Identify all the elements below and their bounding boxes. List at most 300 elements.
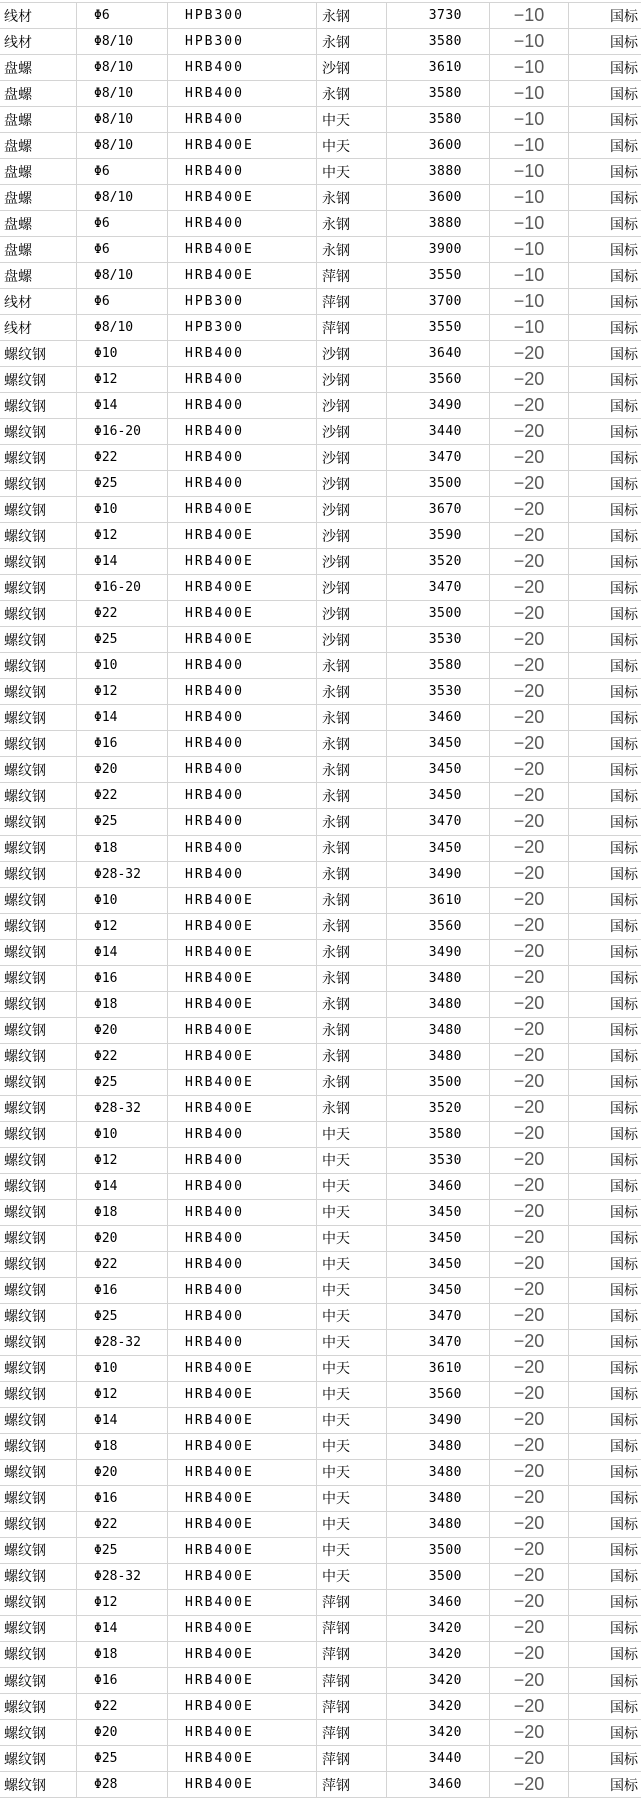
cell-standard[interactable]: 国标 [610, 424, 638, 441]
cell-grade[interactable]: HRB400E [168, 263, 317, 288]
cell-mill[interactable]: 沙钢 [317, 341, 387, 366]
cell-price[interactable]: 3440 [387, 1746, 490, 1771]
cell-spec[interactable]: Φ14 [77, 705, 168, 730]
cell-price[interactable]: 3470 [387, 809, 490, 834]
cell-price[interactable]: 3880 [387, 211, 490, 236]
cell-mill[interactable]: 萍钢 [317, 1590, 387, 1615]
cell-price[interactable]: 3480 [387, 1044, 490, 1069]
cell-standard[interactable]: 国标 [610, 1309, 638, 1326]
cell-grade[interactable]: HRB400 [168, 445, 317, 470]
cell-price[interactable]: 3580 [387, 29, 490, 54]
cell-spec[interactable]: Φ8/10 [77, 107, 168, 132]
cell-spec[interactable]: Φ28-32 [77, 1096, 168, 1121]
cell-standard[interactable]: 国标 [610, 580, 638, 597]
cell-grade[interactable]: HRB400E [168, 1434, 317, 1459]
cell-change[interactable]: −20 [490, 705, 569, 730]
cell-product[interactable]: 螺纹钢 [0, 471, 77, 496]
cell-standard[interactable]: 国标 [610, 1439, 638, 1456]
cell-grade[interactable]: HRB400E [168, 1642, 317, 1667]
cell-mill[interactable]: 萍钢 [317, 263, 387, 288]
cell-spec[interactable]: Φ6 [77, 237, 168, 262]
cell-standard[interactable]: 国标 [610, 1491, 638, 1508]
cell-price[interactable]: 3480 [387, 966, 490, 991]
cell-standard[interactable]: 国标 [610, 1335, 638, 1352]
cell-change[interactable]: −20 [490, 1720, 569, 1745]
cell-standard[interactable]: 国标 [610, 112, 638, 129]
cell-price[interactable]: 3560 [387, 914, 490, 939]
cell-grade[interactable]: HRB400 [168, 419, 317, 444]
cell-mill[interactable]: 永钢 [317, 914, 387, 939]
cell-spec[interactable]: Φ14 [77, 940, 168, 965]
cell-grade[interactable]: HRB400E [168, 1486, 317, 1511]
cell-change[interactable]: −20 [490, 1044, 569, 1069]
cell-spec[interactable]: Φ18 [77, 1200, 168, 1225]
cell-mill[interactable]: 中天 [317, 1148, 387, 1173]
cell-product[interactable]: 螺纹钢 [0, 1070, 77, 1095]
cell-mill[interactable]: 萍钢 [317, 1694, 387, 1719]
cell-standard[interactable]: 国标 [610, 919, 638, 936]
cell-spec[interactable]: Φ14 [77, 1174, 168, 1199]
cell-standard[interactable]: 国标 [610, 1777, 638, 1794]
cell-standard[interactable]: 国标 [610, 346, 638, 363]
cell-change[interactable]: −10 [490, 133, 569, 158]
cell-grade[interactable]: HRB400 [168, 1278, 317, 1303]
cell-spec[interactable]: Φ20 [77, 757, 168, 782]
cell-spec[interactable]: Φ8/10 [77, 81, 168, 106]
cell-product[interactable]: 盘螺 [0, 185, 77, 210]
cell-spec[interactable]: Φ18 [77, 992, 168, 1017]
cell-standard[interactable]: 国标 [610, 1101, 638, 1118]
cell-product[interactable]: 螺纹钢 [0, 653, 77, 678]
cell-spec[interactable]: Φ20 [77, 1018, 168, 1043]
cell-product[interactable]: 螺纹钢 [0, 341, 77, 366]
cell-standard[interactable]: 国标 [610, 814, 638, 831]
cell-mill[interactable]: 永钢 [317, 836, 387, 861]
cell-spec[interactable]: Φ20 [77, 1226, 168, 1251]
cell-spec[interactable]: Φ10 [77, 497, 168, 522]
cell-grade[interactable]: HRB400E [168, 523, 317, 548]
cell-price[interactable]: 3670 [387, 497, 490, 522]
cell-product[interactable]: 螺纹钢 [0, 862, 77, 887]
cell-spec[interactable]: Φ18 [77, 1642, 168, 1667]
cell-change[interactable]: −20 [490, 757, 569, 782]
cell-change[interactable]: −20 [490, 1330, 569, 1355]
cell-price[interactable]: 3450 [387, 757, 490, 782]
cell-grade[interactable]: HRB400 [168, 809, 317, 834]
cell-mill[interactable]: 永钢 [317, 3, 387, 28]
cell-mill[interactable]: 永钢 [317, 940, 387, 965]
cell-mill[interactable]: 中天 [317, 1278, 387, 1303]
cell-change[interactable]: −20 [490, 1122, 569, 1147]
cell-price[interactable]: 3530 [387, 1148, 490, 1173]
cell-price[interactable]: 3450 [387, 731, 490, 756]
cell-grade[interactable]: HRB400E [168, 237, 317, 262]
cell-product[interactable]: 螺纹钢 [0, 940, 77, 965]
cell-mill[interactable]: 中天 [317, 1356, 387, 1381]
cell-mill[interactable]: 永钢 [317, 992, 387, 1017]
cell-change[interactable]: −20 [490, 1746, 569, 1771]
cell-grade[interactable]: HRB400 [168, 393, 317, 418]
cell-price[interactable]: 3580 [387, 1122, 490, 1147]
cell-product[interactable]: 螺纹钢 [0, 1382, 77, 1407]
cell-price[interactable]: 3730 [387, 3, 490, 28]
cell-change[interactable]: −20 [490, 862, 569, 887]
cell-product[interactable]: 螺纹钢 [0, 888, 77, 913]
cell-spec[interactable]: Φ22 [77, 783, 168, 808]
cell-standard[interactable]: 国标 [610, 1127, 638, 1144]
cell-mill[interactable]: 永钢 [317, 1096, 387, 1121]
cell-change[interactable]: −10 [490, 3, 569, 28]
cell-price[interactable]: 3500 [387, 471, 490, 496]
cell-change[interactable]: −10 [490, 263, 569, 288]
cell-mill[interactable]: 沙钢 [317, 523, 387, 548]
cell-standard[interactable]: 国标 [610, 997, 638, 1014]
cell-price[interactable]: 3560 [387, 1382, 490, 1407]
cell-change[interactable]: −20 [490, 1486, 569, 1511]
cell-mill[interactable]: 中天 [317, 1304, 387, 1329]
cell-change[interactable]: −20 [490, 575, 569, 600]
cell-standard[interactable]: 国标 [610, 190, 638, 207]
cell-standard[interactable]: 国标 [610, 658, 638, 675]
cell-change[interactable]: −10 [490, 159, 569, 184]
cell-change[interactable]: −20 [490, 731, 569, 756]
cell-mill[interactable]: 永钢 [317, 888, 387, 913]
cell-spec[interactable]: Φ8/10 [77, 55, 168, 80]
cell-price[interactable]: 3460 [387, 1174, 490, 1199]
cell-grade[interactable]: HRB400E [168, 1616, 317, 1641]
cell-mill[interactable]: 萍钢 [317, 315, 387, 340]
cell-standard[interactable]: 国标 [610, 476, 638, 493]
cell-change[interactable]: −20 [490, 809, 569, 834]
cell-price[interactable]: 3420 [387, 1642, 490, 1667]
cell-mill[interactable]: 永钢 [317, 679, 387, 704]
cell-standard[interactable]: 国标 [610, 1751, 638, 1768]
cell-price[interactable]: 3470 [387, 575, 490, 600]
cell-product[interactable]: 螺纹钢 [0, 1746, 77, 1771]
cell-product[interactable]: 螺纹钢 [0, 1304, 77, 1329]
cell-product[interactable]: 螺纹钢 [0, 1460, 77, 1485]
cell-mill[interactable]: 永钢 [317, 653, 387, 678]
cell-product[interactable]: 螺纹钢 [0, 523, 77, 548]
cell-change[interactable]: −20 [490, 1668, 569, 1693]
cell-price[interactable]: 3580 [387, 81, 490, 106]
cell-grade[interactable]: HRB400 [168, 1200, 317, 1225]
cell-price[interactable]: 3600 [387, 133, 490, 158]
cell-grade[interactable]: HRB400E [168, 1096, 317, 1121]
cell-grade[interactable]: HRB400E [168, 627, 317, 652]
cell-grade[interactable]: HRB400E [168, 1044, 317, 1069]
cell-mill[interactable]: 永钢 [317, 237, 387, 262]
cell-spec[interactable]: Φ10 [77, 653, 168, 678]
cell-product[interactable]: 盘螺 [0, 133, 77, 158]
cell-change[interactable]: −20 [490, 1408, 569, 1433]
cell-mill[interactable]: 中天 [317, 1382, 387, 1407]
cell-change[interactable]: −20 [490, 1200, 569, 1225]
cell-change[interactable]: −10 [490, 185, 569, 210]
cell-price[interactable]: 3460 [387, 705, 490, 730]
cell-spec[interactable]: Φ8/10 [77, 185, 168, 210]
cell-mill[interactable]: 中天 [317, 1460, 387, 1485]
cell-price[interactable]: 3520 [387, 1096, 490, 1121]
cell-standard[interactable]: 国标 [610, 398, 638, 415]
cell-grade[interactable]: HRB400E [168, 185, 317, 210]
cell-standard[interactable]: 国标 [610, 1413, 638, 1430]
cell-standard[interactable]: 国标 [610, 788, 638, 805]
cell-mill[interactable]: 中天 [317, 1538, 387, 1563]
cell-product[interactable]: 螺纹钢 [0, 1018, 77, 1043]
cell-price[interactable]: 3700 [387, 289, 490, 314]
cell-spec[interactable]: Φ8/10 [77, 263, 168, 288]
cell-product[interactable]: 盘螺 [0, 211, 77, 236]
cell-change[interactable]: −20 [490, 992, 569, 1017]
cell-standard[interactable]: 国标 [610, 684, 638, 701]
cell-mill[interactable]: 沙钢 [317, 497, 387, 522]
cell-mill[interactable]: 萍钢 [317, 1642, 387, 1667]
cell-grade[interactable]: HRB400 [168, 1304, 317, 1329]
cell-grade[interactable]: HRB400E [168, 1070, 317, 1095]
cell-grade[interactable]: HRB400E [168, 1356, 317, 1381]
cell-mill[interactable]: 中天 [317, 1226, 387, 1251]
cell-product[interactable]: 螺纹钢 [0, 1200, 77, 1225]
cell-spec[interactable]: Φ25 [77, 1070, 168, 1095]
cell-grade[interactable]: HRB400E [168, 1564, 317, 1589]
cell-grade[interactable]: HRB400 [168, 341, 317, 366]
cell-standard[interactable]: 国标 [610, 1387, 638, 1404]
cell-price[interactable]: 3470 [387, 1304, 490, 1329]
cell-standard[interactable]: 国标 [610, 1049, 638, 1066]
cell-price[interactable]: 3420 [387, 1694, 490, 1719]
cell-standard[interactable]: 国标 [610, 1517, 638, 1534]
cell-product[interactable]: 盘螺 [0, 55, 77, 80]
cell-standard[interactable]: 国标 [610, 632, 638, 649]
cell-standard[interactable]: 国标 [610, 1231, 638, 1248]
cell-standard[interactable]: 国标 [610, 86, 638, 103]
cell-mill[interactable]: 沙钢 [317, 549, 387, 574]
cell-standard[interactable]: 国标 [610, 841, 638, 857]
cell-product[interactable]: 线材 [0, 3, 77, 28]
cell-price[interactable]: 3450 [387, 1226, 490, 1251]
cell-spec[interactable]: Φ18 [77, 1434, 168, 1459]
cell-mill[interactable]: 中天 [317, 1200, 387, 1225]
cell-grade[interactable]: HPB300 [168, 315, 317, 340]
cell-change[interactable]: −20 [490, 549, 569, 574]
cell-product[interactable]: 螺纹钢 [0, 1642, 77, 1667]
cell-spec[interactable]: Φ28-32 [77, 1330, 168, 1355]
cell-grade[interactable]: HRB400E [168, 914, 317, 939]
cell-grade[interactable]: HRB400E [168, 1772, 317, 1797]
cell-price[interactable]: 3530 [387, 627, 490, 652]
cell-mill[interactable]: 中天 [317, 133, 387, 158]
cell-product[interactable]: 螺纹钢 [0, 549, 77, 574]
cell-spec[interactable]: Φ10 [77, 1122, 168, 1147]
cell-grade[interactable]: HRB400 [168, 783, 317, 808]
cell-product[interactable]: 螺纹钢 [0, 575, 77, 600]
cell-price[interactable]: 3450 [387, 1200, 490, 1225]
cell-change[interactable]: −20 [490, 1070, 569, 1095]
cell-mill[interactable]: 沙钢 [317, 601, 387, 626]
cell-standard[interactable]: 国标 [610, 710, 638, 727]
cell-standard[interactable]: 国标 [610, 867, 638, 884]
cell-grade[interactable]: HRB400 [168, 705, 317, 730]
cell-mill[interactable]: 永钢 [317, 1044, 387, 1069]
cell-spec[interactable]: Φ10 [77, 341, 168, 366]
cell-spec[interactable]: Φ16 [77, 1668, 168, 1693]
cell-product[interactable]: 螺纹钢 [0, 393, 77, 418]
cell-price[interactable]: 3460 [387, 1590, 490, 1615]
cell-product[interactable]: 螺纹钢 [0, 1694, 77, 1719]
cell-standard[interactable]: 国标 [610, 1153, 638, 1170]
cell-spec[interactable]: Φ6 [77, 3, 168, 28]
cell-standard[interactable]: 国标 [610, 1569, 638, 1586]
cell-product[interactable]: 螺纹钢 [0, 1330, 77, 1355]
cell-product[interactable]: 螺纹钢 [0, 419, 77, 444]
cell-product[interactable]: 螺纹钢 [0, 1772, 77, 1797]
cell-change[interactable]: −20 [490, 1564, 569, 1589]
cell-spec[interactable]: Φ25 [77, 1304, 168, 1329]
cell-price[interactable]: 3500 [387, 1070, 490, 1095]
cell-price[interactable]: 3610 [387, 888, 490, 913]
cell-grade[interactable]: HRB400E [168, 1512, 317, 1537]
cell-grade[interactable]: HPB300 [168, 289, 317, 314]
cell-price[interactable]: 3450 [387, 1278, 490, 1303]
cell-product[interactable]: 螺纹钢 [0, 992, 77, 1017]
cell-change[interactable]: −20 [490, 1252, 569, 1277]
cell-spec[interactable]: Φ22 [77, 445, 168, 470]
cell-mill[interactable]: 永钢 [317, 783, 387, 808]
cell-change[interactable]: −20 [490, 1018, 569, 1043]
cell-change[interactable]: −20 [490, 419, 569, 444]
cell-grade[interactable]: HRB400 [168, 1226, 317, 1251]
cell-mill[interactable]: 中天 [317, 1486, 387, 1511]
cell-price[interactable]: 3480 [387, 1018, 490, 1043]
cell-standard[interactable]: 国标 [610, 138, 638, 155]
cell-grade[interactable]: HRB400 [168, 159, 317, 184]
cell-mill[interactable]: 沙钢 [317, 445, 387, 470]
cell-change[interactable]: −20 [490, 888, 569, 913]
cell-change[interactable]: −20 [490, 523, 569, 548]
cell-spec[interactable]: Φ28-32 [77, 1564, 168, 1589]
cell-change[interactable]: −20 [490, 1226, 569, 1251]
cell-spec[interactable]: Φ16 [77, 966, 168, 991]
cell-price[interactable]: 3490 [387, 393, 490, 418]
cell-spec[interactable]: Φ22 [77, 601, 168, 626]
cell-price[interactable]: 3480 [387, 1486, 490, 1511]
cell-standard[interactable]: 国标 [610, 1673, 638, 1690]
cell-spec[interactable]: Φ22 [77, 1694, 168, 1719]
cell-grade[interactable]: HRB400E [168, 1460, 317, 1485]
cell-product[interactable]: 螺纹钢 [0, 731, 77, 756]
cell-price[interactable]: 3440 [387, 419, 490, 444]
cell-mill[interactable]: 永钢 [317, 731, 387, 756]
cell-grade[interactable]: HRB400 [168, 211, 317, 236]
cell-standard[interactable]: 国标 [610, 1075, 638, 1092]
cell-change[interactable]: −20 [490, 471, 569, 496]
cell-grade[interactable]: HRB400E [168, 1408, 317, 1433]
cell-product[interactable]: 盘螺 [0, 237, 77, 262]
cell-standard[interactable]: 国标 [610, 8, 638, 25]
cell-spec[interactable]: Φ20 [77, 1460, 168, 1485]
cell-spec[interactable]: Φ14 [77, 1616, 168, 1641]
cell-product[interactable]: 螺纹钢 [0, 1096, 77, 1121]
cell-price[interactable]: 3550 [387, 315, 490, 340]
cell-grade[interactable]: HRB400E [168, 1538, 317, 1563]
cell-price[interactable]: 3600 [387, 185, 490, 210]
cell-mill[interactable]: 永钢 [317, 757, 387, 782]
cell-mill[interactable]: 永钢 [317, 862, 387, 887]
cell-change[interactable]: −10 [490, 289, 569, 314]
cell-standard[interactable]: 国标 [610, 1361, 638, 1378]
cell-product[interactable]: 螺纹钢 [0, 1616, 77, 1641]
cell-mill[interactable]: 永钢 [317, 29, 387, 54]
cell-price[interactable]: 3640 [387, 341, 490, 366]
cell-change[interactable]: −20 [490, 653, 569, 678]
cell-spec[interactable]: Φ6 [77, 159, 168, 184]
cell-price[interactable]: 3480 [387, 992, 490, 1017]
cell-mill[interactable]: 中天 [317, 107, 387, 132]
cell-product[interactable]: 螺纹钢 [0, 1408, 77, 1433]
cell-price[interactable]: 3490 [387, 1408, 490, 1433]
cell-spec[interactable]: Φ8/10 [77, 133, 168, 158]
cell-spec[interactable]: Φ12 [77, 1148, 168, 1173]
cell-mill[interactable]: 永钢 [317, 1070, 387, 1095]
cell-spec[interactable]: Φ20 [77, 1720, 168, 1745]
cell-mill[interactable]: 永钢 [317, 211, 387, 236]
cell-grade[interactable]: HRB400E [168, 549, 317, 574]
cell-standard[interactable]: 国标 [610, 1283, 638, 1300]
cell-change[interactable]: −20 [490, 940, 569, 965]
cell-standard[interactable]: 国标 [610, 1595, 638, 1612]
cell-product[interactable]: 盘螺 [0, 159, 77, 184]
cell-mill[interactable]: 永钢 [317, 966, 387, 991]
cell-spec[interactable]: Φ6 [77, 289, 168, 314]
cell-mill[interactable]: 中天 [317, 1174, 387, 1199]
cell-product[interactable]: 螺纹钢 [0, 1122, 77, 1147]
cell-mill[interactable]: 萍钢 [317, 1746, 387, 1771]
cell-spec[interactable]: Φ22 [77, 1512, 168, 1537]
cell-product[interactable]: 螺纹钢 [0, 1278, 77, 1303]
cell-product[interactable]: 螺纹钢 [0, 1590, 77, 1615]
cell-price[interactable]: 3490 [387, 940, 490, 965]
cell-product[interactable]: 螺纹钢 [0, 914, 77, 939]
cell-spec[interactable]: Φ28 [77, 1772, 168, 1797]
cell-spec[interactable]: Φ12 [77, 914, 168, 939]
cell-change[interactable]: −20 [490, 1382, 569, 1407]
cell-change[interactable]: −20 [490, 497, 569, 522]
cell-grade[interactable]: HRB400 [168, 653, 317, 678]
cell-price[interactable]: 3580 [387, 653, 490, 678]
cell-price[interactable]: 3490 [387, 862, 490, 887]
cell-change[interactable]: −20 [490, 367, 569, 392]
cell-product[interactable]: 螺纹钢 [0, 1356, 77, 1381]
cell-mill[interactable]: 中天 [317, 1330, 387, 1355]
cell-spec[interactable]: Φ22 [77, 1044, 168, 1069]
cell-standard[interactable]: 国标 [610, 268, 638, 285]
cell-grade[interactable]: HRB400E [168, 575, 317, 600]
cell-mill[interactable]: 中天 [317, 1434, 387, 1459]
cell-price[interactable]: 3450 [387, 836, 490, 861]
cell-grade[interactable]: HRB400 [168, 1148, 317, 1173]
cell-grade[interactable]: HRB400E [168, 940, 317, 965]
cell-standard[interactable]: 国标 [610, 294, 638, 311]
cell-spec[interactable]: Φ16-20 [77, 419, 168, 444]
cell-price[interactable]: 3420 [387, 1616, 490, 1641]
cell-mill[interactable]: 萍钢 [317, 1772, 387, 1797]
cell-mill[interactable]: 中天 [317, 1408, 387, 1433]
cell-spec[interactable]: Φ14 [77, 393, 168, 418]
cell-spec[interactable]: Φ8/10 [77, 315, 168, 340]
cell-spec[interactable]: Φ25 [77, 1746, 168, 1771]
cell-product[interactable]: 螺纹钢 [0, 1044, 77, 1069]
